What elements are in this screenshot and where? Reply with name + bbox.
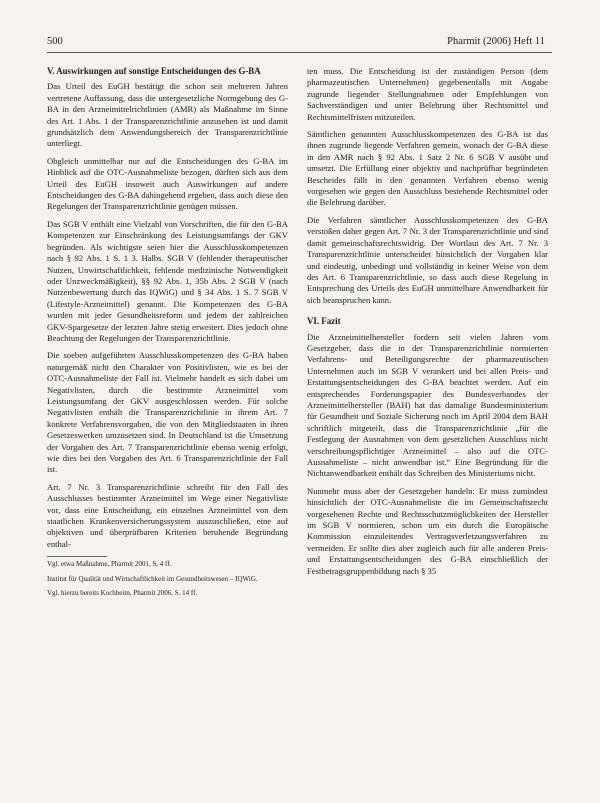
section-heading-v: V. Auswirkungen auf sonstige Entscheidungen des G-BA — [47, 66, 261, 76]
footnote: Vgl. etwa Maßnahme, Pharmit 2001, S. 4 ff. — [47, 560, 172, 569]
paragraph: Obgleich unmittelbar nur auf die Entscheidungen des G-BA im Hinblick auf die OTC-Ausnahmeliste bezogen, dürften sich aus dem Urteil des EuGH insoweit auch Auswirkungen auf andere Entscheidungen des G-BA dahingehend ergeben, dass auch diese den Regelungen der Transparenzrichtlinie genügen müssen. — [47, 155, 288, 212]
page-number: 500 — [47, 36, 63, 47]
paragraph: Das SGB V enthält eine Vielzahl von Vorschriften, die für den G-BA Kompetenzen zur Einschränkung des Leistungsumfangs der GKV begründen. Als wichtigste seien hier die Ausschlusskompetenzen nach § 92 Abs. 1 S. 1 3. Halbs. SGB V (fehlender therapeutischer Nutzen, Unwirtschaftlichkeit, fehlende medizinische Notwendigkeit oder Unzweckmäßigkeit), §§ 92 Abs. 1, 35b Abs. 2 SGB V (nach Nutzenbewertung durch das IQWiG) und § 34 Abs. 1 S. 7 SGB V (Lifestyle-Arzneimittel) genannt. Die Kompetenzen des G-BA wurden mit jeder Gesundheitsreform und jedem der zahlreichen GKV-Spargesetze der letzten Jahre stetig erweitert. Dies jedoch ohne Beachtung der Regelungen der Transparenzrichtlinie. — [47, 218, 288, 343]
left-column — [47, 66, 288, 604]
page-header — [0, 36, 600, 56]
footnote: Vgl. hierzu bereits Kochheim, Pharmit 2006, S. 14 ff. — [47, 589, 198, 598]
paragraph: Nunmehr muss aber der Gesetzgeber handeln: Er muss zumindest hinsichtlich der OTC-Ausnahmeliste die im Gemeinschaftsrecht vorgesehenen Rechte und Rechtsschutzmöglichkeiten der Hersteller im SGB V normieren, schon um ein durch die Europäische Kommission einzuleitendes Vertragsverletzungsverfahren zu vermeiden. Er sollte dies aber zugleich auch für alle anderen Preis- und Erstattungsentscheidungen des G-BA einschließlich der Festbetragsgruppenbildung nach § 35 — [307, 485, 548, 576]
section-heading-vi: VI. Fazit — [307, 316, 341, 327]
paragraph: Sämtlichen genannten Ausschlusskompetenzen des G-BA ist das ihnen zugrunde liegende Verfahren gemein, wonach der G-BA diese in den AMR nach § 92 Abs. 1 Satz 2 Nr. 6 SGB V ausübt und umsetzt. Die Erfüllung einer objektiv und nachprüfbar begründeten Bescheides fällt in den genannten Verfahren ebenso wenig vorgesehen wie gegen den Ausschluss bestehende Rechtsmittel oder die Belehrung darüber. — [307, 129, 548, 208]
paragraph: ten muss. Die Entscheidung ist der zuständigen Person (dem pharmazeutischen Unternehmen) gegebenenfalls mit Angabe zugrunde liegender Stellungnahmen oder Empfehlungen von Sachverständigen und unter Belehrung über Rechtsmittel und Rechtsmittelfristen mitzuteilen. — [307, 66, 548, 122]
paragraph: Art. 7 Nr. 3 Transparenzrichtlinie schreibt für den Fall des Ausschlusses bestimmter Arzneimittel im Wege einer Negativliste vor, dass eine Entscheidung, ein einzelnes Arzneimittel von dem staatlichen Krankenversicherungssystem auszuschließen, eine auf objektiven und überprüfbaren Kriterien beruhende Begründung enthal- — [47, 481, 288, 549]
journal-reference: Pharmit (2006) Heft 11 — [447, 36, 545, 47]
paragraph: Die Verfahren sämtlicher Ausschlusskompetenzen des G-BA verstoßen daher gegen Art. 7 Nr. 3 der Transparenzrichtlinie und sind damit gemeinschaftsrechtswidrig. Der Wortlaut des Art. 7 Nr. 3 Transparenzrichtlinie unterscheidet hinsichtlich der Vorgaben klar und eindeutig, unbedingt und vollständig in keiner Weise von dem des Art. 6 Transparenzrichtlinie, so dass auch diese Regelung in Entsprechung des Urteils des EuGH unmittelbare Anwendbarkeit für sich beanspruchen kann. — [307, 214, 548, 305]
paragraph: Das Urteil des EuGH bestätigt die schon seit mehreren Jahren vertretene Auffassung, dass die untergesetzliche Normgebung des G-BA in den Arzneimittelrichtlinien (AMR) als Maßnahme im Sinne des Art. 1 Abs. 1 der Transparenzrichtlinie anzusehen ist und damit grundsätzlich dem Anwendungsbereich der Transparenzrichtlinie unterliegt. — [47, 81, 288, 149]
header-rule — [47, 52, 552, 53]
footnote-rule — [47, 556, 107, 557]
right-column — [307, 66, 548, 583]
paragraph: Die Arzneimittelhersteller fordern seit vielen Jahren vom Gesetzgeber, dass die in der Transparenzrichtlinie normierten Verfahrens- und Beteiligungsrechte der pharmazeutischen Unternehmen auch im SGB V verankert und bei allen Preis- und Erstattungsentscheidungen des G-BA beachtet werden. Auf ein entsprechendes Forderungspapier des Bundesverbandes der Arzneimittelhersteller (BAH) hat das damalige Bundesministerium für Gesundheit und Soziale Sicherung noch im April 2004 dem BAH schriftlich mitgeteilt, dass die Transparenzrichtlinie „für die Festlegung der Ausnahmen von dem gesetzlichen Ausschluss nicht verschreibungspflichtiger Arzneimittel – also auf die OTC-Ausnahmeliste – nicht anwendbar ist.“ Eine Begründung für die Nichtanwendbarkeit enthält das Schreiben des Ministeriums nicht. — [307, 331, 548, 479]
footnote: Institut für Qualität und Wirtschaftlichkeit im Gesundheitswesen – IQWiG. — [47, 574, 258, 583]
paragraph: Die soeben aufgeführten Ausschlusskompetenzen des G-BA haben naturgemäß nicht den Charakter von Positivlisten, wie es bei der OTC-Ausnahmeliste der Fall ist. Vielmehr handelt es sich dabei um Negativlisten, durch die bestimmte Arzneimittel vom Leistungsumfang der GKV ausgeschlossen werden. Für solche Negativlisten enthält die Transparenzrichtlinie in ihrem Art. 7 konkrete Verfahrensvorgaben, die von den Mitgliedstaaten in ihren Gesetzeswerken umzusetzen sind. In Deutschland ist die Umsetzung der Vorgaben des Art. 7 Transparenzrichtlinie ebenso wenig erfolgt, wie dies bei den Vorgaben des Art. 6 Transparenzrichtlinie der Fall ist. — [47, 350, 288, 475]
